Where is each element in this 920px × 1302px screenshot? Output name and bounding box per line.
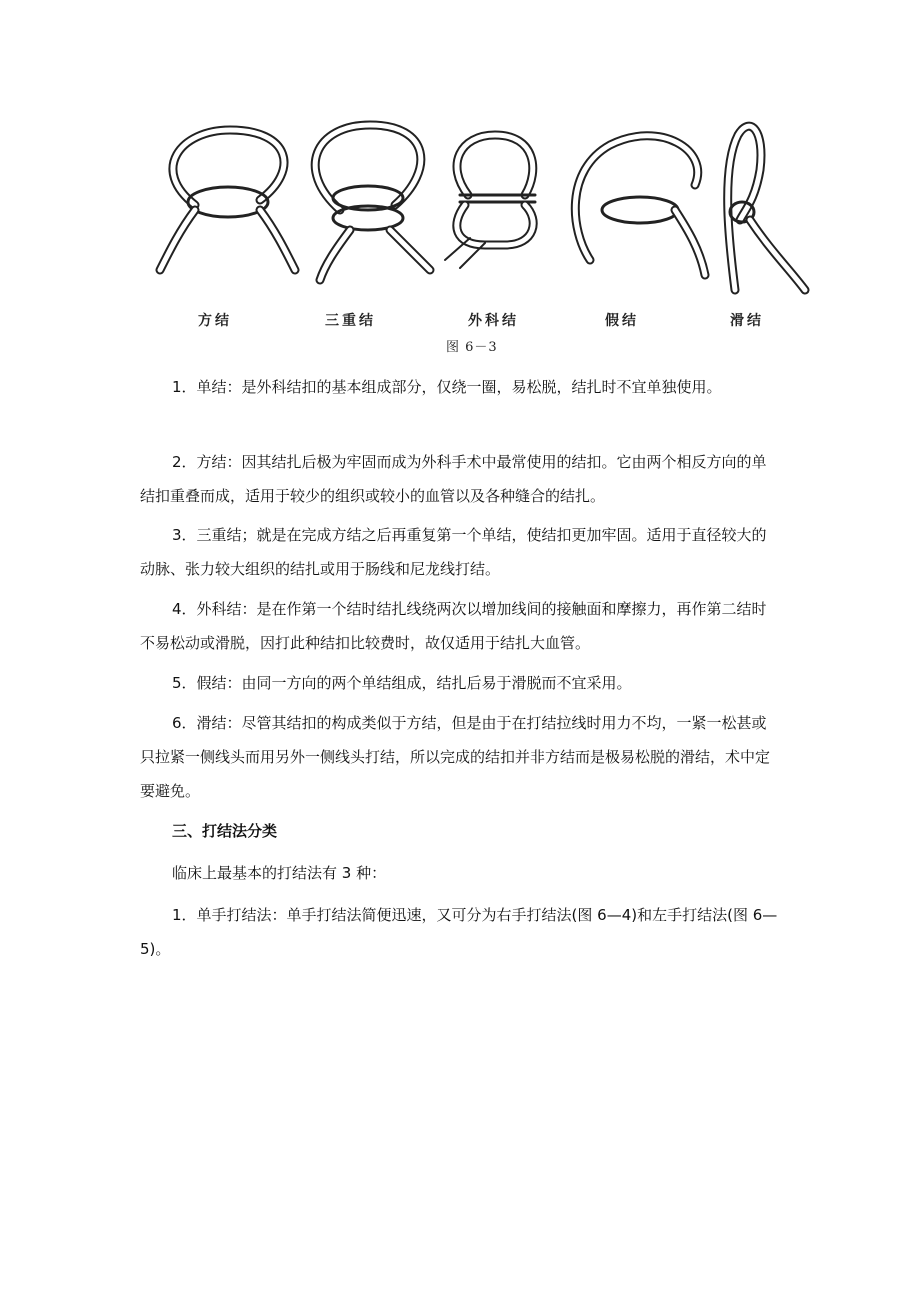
figure-caption: 图 6－3 (446, 340, 498, 355)
section-heading: 三、打结法分类 (172, 822, 278, 840)
paragraph-granny-knot: 5．假结：由同一方向的两个单结组成，结扎后易于滑脱而不宜采用。 (172, 674, 632, 692)
knot-label-slip: 滑结 (730, 313, 764, 329)
paragraph-surgical-knot: 4．外科结：是在作第一个结时结扎线绕两次以增加线间的接触面和摩擦力，再作第二结时不易松动或滑脱，因打此种结扣比较费时，故仅适用于结扎大血管。 (140, 600, 767, 652)
paragraph-triple-knot: 3．三重结；就是在完成方结之后再重复第一个单结，使结扣更加牢固。适用于直径较大的动脉、张力较大组织的结扎或用于肠线和尼龙线打结。 (140, 526, 767, 578)
paragraph-square-knot: 2．方结：因其结扎后极为牢固而成为外科手术中最常使用的结扣。它由两个相反方向的单结扣重叠而成，适用于较少的组织或较小的血管以及各种缝合的结扎。 (140, 453, 767, 505)
square-knot-drawing (160, 130, 295, 270)
triple-knot-drawing (315, 125, 430, 280)
slip-knot-drawing (728, 126, 805, 290)
knot-illustrations (140, 110, 820, 310)
knot-label-surgical: 外科结 (468, 313, 519, 329)
paragraph-slip-knot: 6．滑结：尽管其结扣的构成类似于方结，但是由于在打结拉线时用力不均，一紧一松甚或只拉紧一侧线头而用另外一侧线头打结，所以完成的结扣并非方结而是极易松脱的滑结，术中定要避免。 (140, 714, 771, 800)
paragraph-one-hand-method: 1．单手打结法：单手打结法简便迅速，又可分为右手打结法(图 6—4)和左手打结法(图 6—5)。 (140, 906, 778, 958)
knot-label-granny: 假结 (605, 313, 639, 329)
knot-figure (140, 110, 820, 360)
granny-knot-drawing (575, 136, 705, 275)
intro-text: 临床上最基本的打结法有 3 种： (172, 864, 387, 882)
surgical-knot-drawing (445, 135, 535, 268)
knot-label-square: 方结 (198, 313, 232, 329)
knot-label-triple: 三重结 (325, 313, 376, 329)
paragraph-single-knot: 1．单结：是外科结扣的基本组成部分，仅绕一圈，易松脱，结扎时不宜单独使用。 (172, 378, 722, 396)
